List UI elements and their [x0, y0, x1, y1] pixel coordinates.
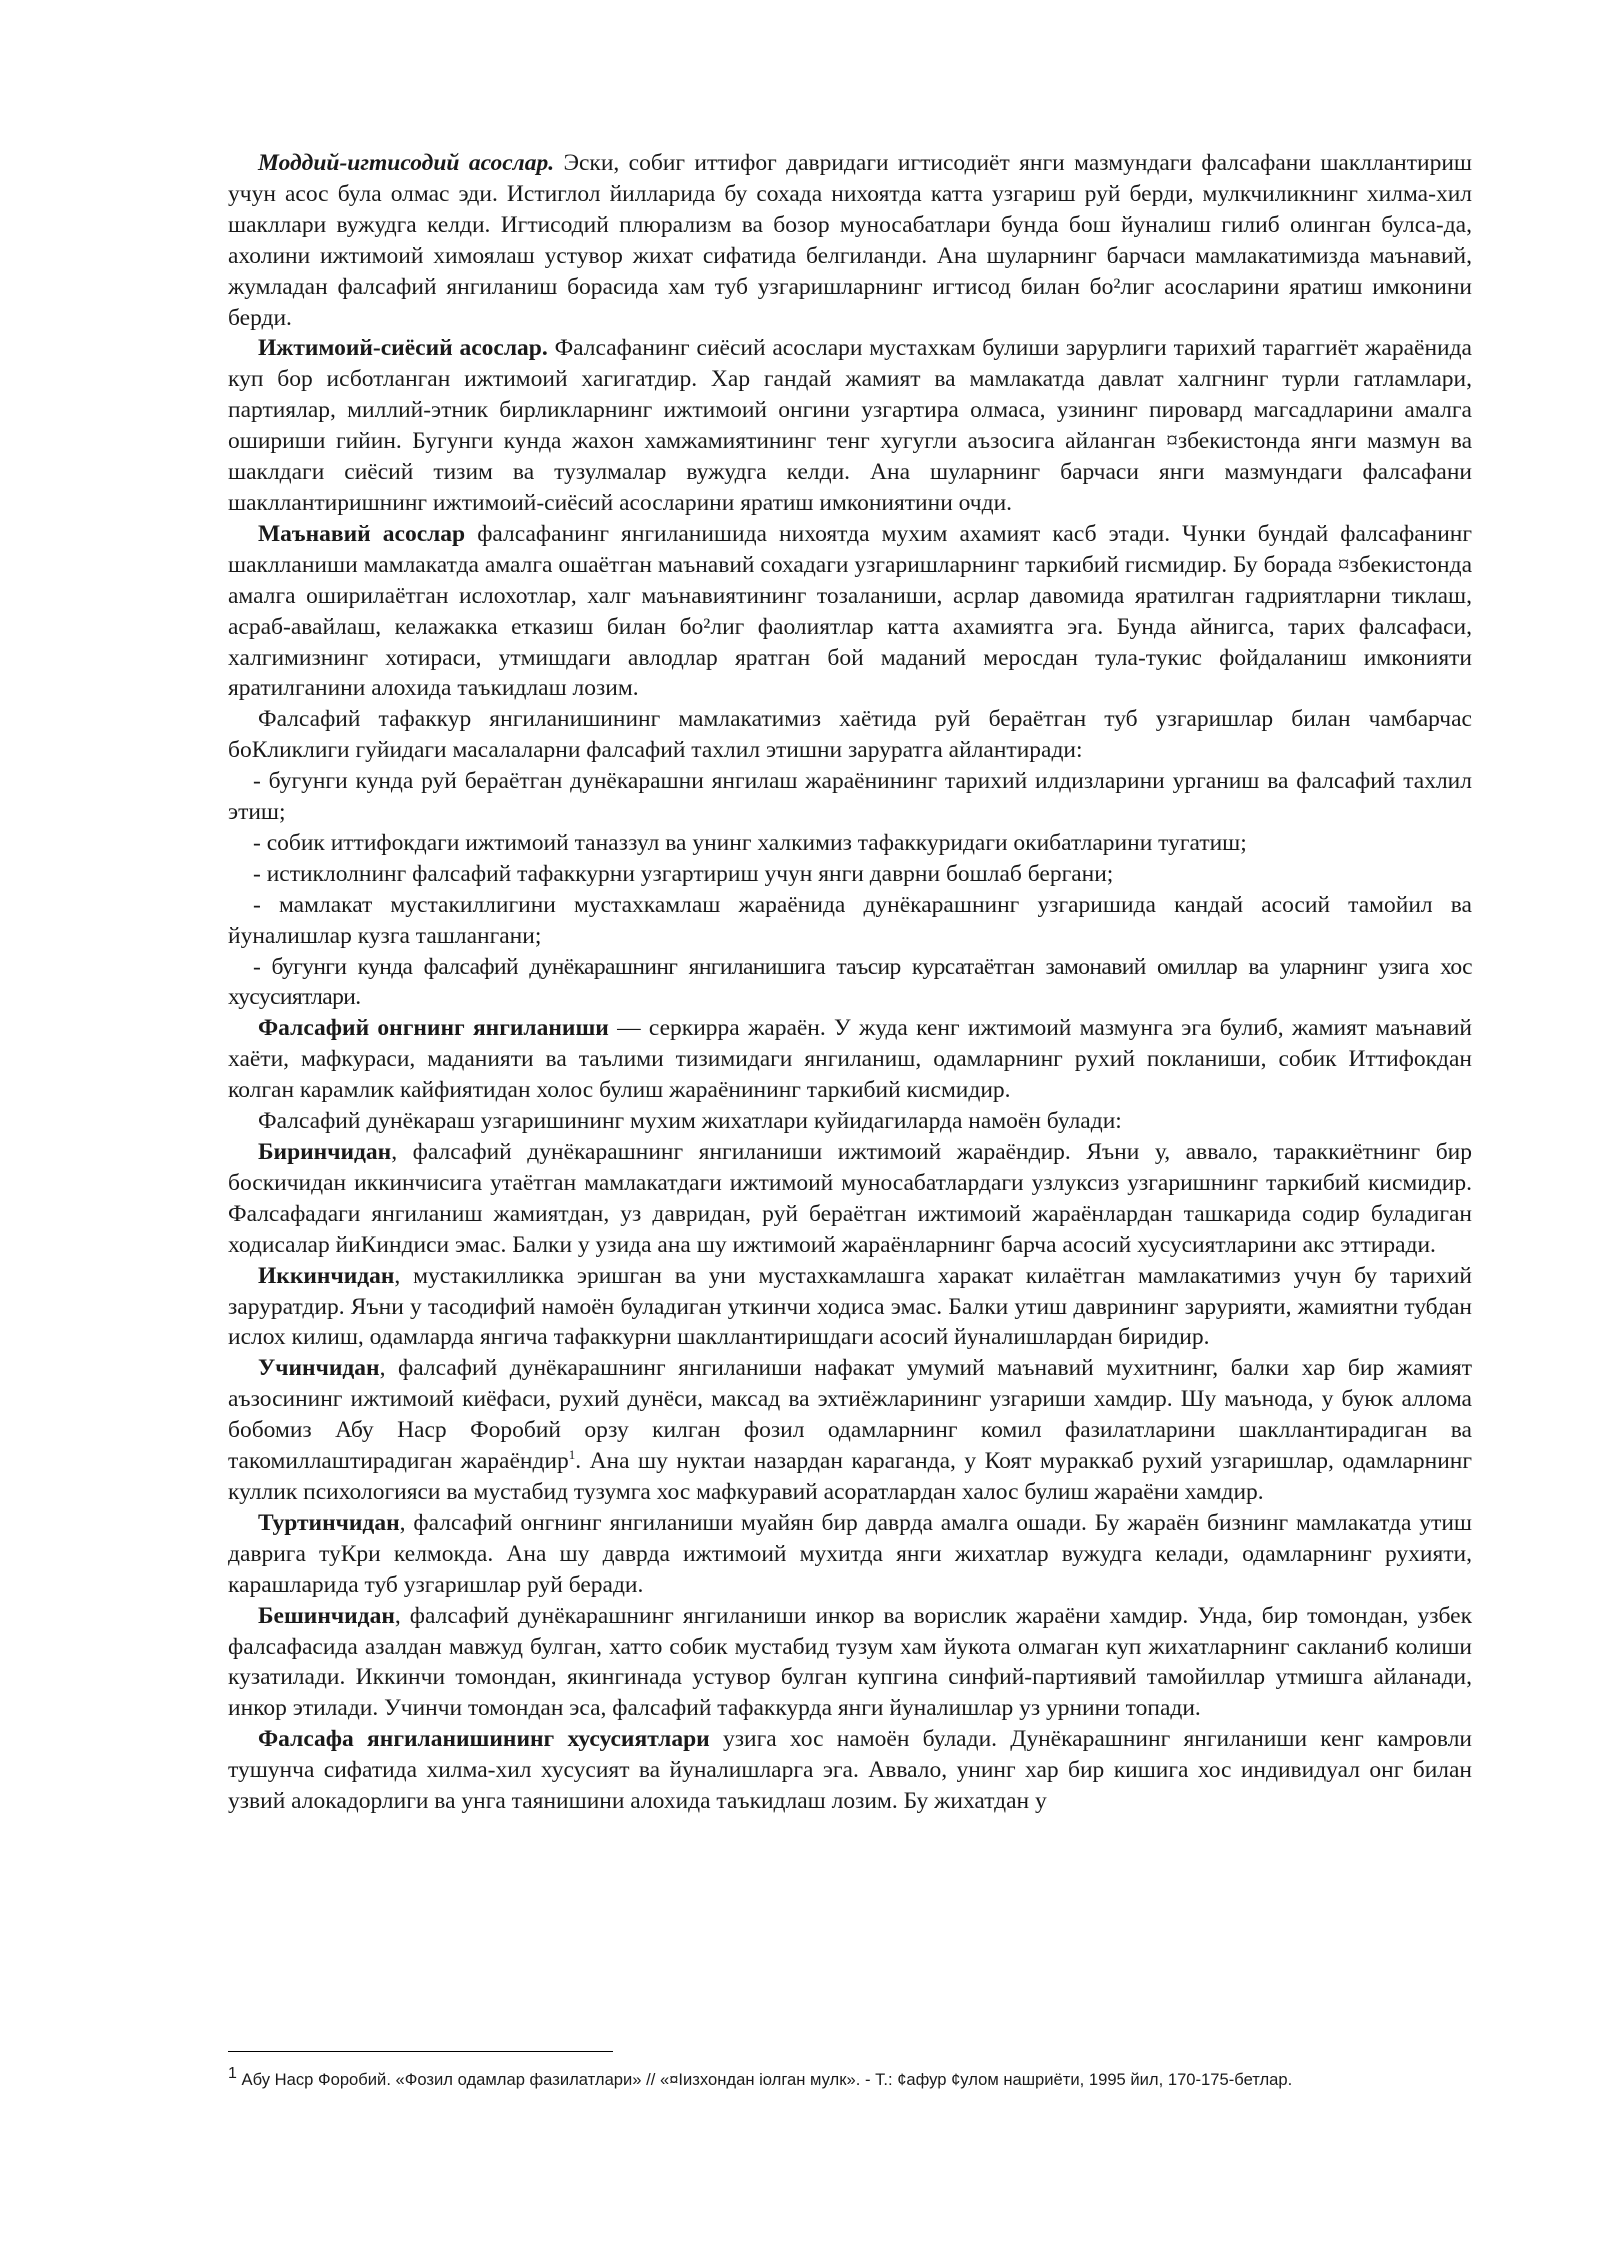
list-item — [228, 828, 1472, 859]
paragraph-text-after: . Ана шу нуктаи назардан караганда, у Коят мураккаб рухий узгаришлар, одамларнинг куллик психологияси ва мустабид тузумга хос мафкуравий асоратлардан халос булиш жараёни хамдир. — [228, 1448, 1472, 1505]
list-item-text: - собик иттифокдаги ижтимоий таназзул ва унинг халкимиз тафаккуридаги окибатларини тугатиш; — [253, 829, 1247, 856]
paragraph-lead: Фалсафий онгнинг янгиланиши — [258, 1015, 609, 1042]
list-item — [228, 859, 1472, 890]
paragraph-lead: Маънавий асослар — [258, 520, 466, 547]
paragraph-third — [228, 1353, 1472, 1508]
document-body — [228, 148, 1472, 1817]
paragraph-lead: Учинчидан — [258, 1355, 380, 1382]
paragraph-text: , фалсафий онгнинг янгиланиши муайян бир даврда амалга ошади. Бу жараён бизнинг мамлакатда утиш даврига туКри келмокда. Ана шу даврда ижтимоий мухитда янги жихатлар вужудга келади, одамларнинг рухияти, карашларида туб узгаришлар руй беради. — [228, 1509, 1472, 1598]
list-item-text: - бугунги кунда руй бераётган дунёкарашни янгилаш жараёнининг тарихий илдизларини урганиш ва фалсафий тахлил этиш; — [228, 768, 1472, 826]
list-item — [228, 890, 1472, 952]
paragraph-text: Фалсафий дунёкараш узгаришининг мухим жихатлари куйидагиларда намоён булади: — [258, 1108, 1122, 1135]
paragraph-first — [228, 1137, 1472, 1261]
paragraph-second — [228, 1261, 1472, 1354]
paragraph-material-economic — [228, 148, 1472, 333]
paragraph-text: Эски, собиг иттифог давридаги игтисодиёт янги мазмундаги фалсафани шакллантириш учун асос була олмас эди. Истиглол йилларида бу сохада нихоятда катта узгариш руй берди, мулкчиликнинг хилма-хил шакллари вужудга келди. Игтисодий плюрализм ва бозор муносабатлари бунда бош йуналиш гилиб олинган булса-да, ахолини ижтимоий химоялаш устувор жихат сифатида белгиланди. Ана шуларнинг барчаси мамлакатимизда маънавий, жумладан фалсафий янгиланиш борасида хам туб узгаришларнинг игтисод билан бо²лиг асосларини яратиш имконини берди. — [228, 150, 1473, 331]
paragraph-lead: Туртинчидан — [258, 1509, 400, 1536]
paragraph-text: — серкирра жараён. У жуда кенг ижтимоий мазмунга эга булиб, жамият маънавий хаёти, мафкураси, маданияти ва таълими тизимидаги янгиланиш, одамларнинг рухий покланиши, собик Иттифокдан колган карамлик кайфиятидан холос булиш жараёнининг таркибий кисмидир. — [228, 1015, 1472, 1104]
footnote-reference[interactable]: 1 — [568, 1447, 576, 1463]
paragraph-text: , фалсафий дунёкарашнинг янгиланиши нафакат умумий маънавий мухитнинг, балки хар бир жамият аъзосининг ижтимоий киёфаси, рухий дунёси, максад ва эхтиёжларининг узгариши хамдир. Шу маънода, у буюк аллома бобомиз Абу Наср Форобий орзу килган фозил одамларнинг комил фазилатларини шакллантирадиган ва такомиллаштирадиган жараёндир — [228, 1355, 1472, 1475]
paragraph-spiritual — [228, 519, 1472, 704]
paragraph-text: Фалсафий тафаккур янгиланишининг мамлакатимиз хаётида руй бераётган туб узгаришлар билан чамбарчас боКликлиги гуйидаги масалаларни фалсафий тахлил этишни заруратга айлантиради: — [228, 706, 1472, 764]
paragraph-aspects-intro — [228, 1106, 1472, 1137]
paragraph-text: фалсафанинг янгиланишида нихоятда мухим ахамият касб этади. Чунки бундай фалсафанинг шаклланиши мамлакатда амалга ошаётган маънавий сохадаги узгаришларнинг таркибий гисмидир. Бу борада ¤збекистонда амалга оширилаётган ислохотлар, халг маънавиятининг тозаланиши, асрлар давомида яратилган гадриятларни тиклаш, асраб-авайлаш, келажакка етказиш билан бо²лиг фаолиятлар катта ахамиятга эга. Бунда айнигса, тарих фалсафаси, халгимизнинг хотираси, утмишдаги авлодлар яратган бой маданий меросдан тула-тукис фойдаланиш имконияти яратилганини алохида таъкидлаш лозим. — [228, 520, 1472, 702]
paragraph-text: , мустакилликка эришган ва уни мустахкамлашга харакат килаётган мамлакатимиз учун бу тарихий заруратдир. Яъни у тасодифий намоён буладиган уткинчи ходиса эмас. Балки утиш даврининг зарурияти, жамиятни тубдан ислох килиш, одамларда янгича тафаккурни шакллантиришдаги асосий йуналишлардан биридир. — [228, 1262, 1472, 1351]
paragraph-consciousness-renewal — [228, 1013, 1472, 1106]
footnote — [228, 2065, 1528, 2092]
list-item-text: - истиклолнинг фалсафий тафаккурни узгартириш учун янги даврни бошлаб бергани; — [253, 860, 1114, 887]
paragraph-text: , фалсафий дунёкарашнинг янгиланиши ижтимоий жараёндир. Яъни у, аввало, тараккиётнинг бир боскичидан иккинчисига утаётган мамлакатдаги ижтимоий муносабатлардаги узлуксиз узгаришнинг таркибий кисмидир. Фалсафадаги янгиланиш жамиятдан, уз давридан, руй бераётган ижтимоий жараёнлардан ташкарида содир буладиган ходисалар йиКиндиси эмас. Балки у узида ана шу ижтимоий жараёнларнинг барча асосий хусусиятларини акс эттиради. — [228, 1139, 1472, 1258]
list-item-text: - мамлакат мустакиллигини мустахкамлаш жараёнида дунёкарашнинг узгаришида кандай асосий тамойил ва йуналишлар кузга ташлангани; — [228, 891, 1472, 949]
paragraph-features — [228, 1724, 1472, 1817]
footnote-mark: 1 — [228, 2065, 237, 2082]
paragraph-lead: Моддий-игтисодий асослар. — [258, 150, 555, 176]
paragraph-lead: Бешинчидан — [258, 1602, 395, 1629]
list-item — [228, 766, 1472, 828]
footnote-text: Абу Наср Форобий. «Фозил одамлар фазилатлари» // «¤Іизхондан іолган мулк». - Т.: ¢афур ¢улом нашриёти, 1995 йил, 170-175-бетлар. — [236, 2070, 1293, 2089]
paragraph-lead: Биринчидан — [258, 1139, 392, 1165]
paragraph-intro-list — [228, 704, 1472, 766]
paragraph-lead: Ижтимоий-сиёсий асослар. — [258, 335, 548, 362]
footnote-separator — [228, 2051, 613, 2052]
paragraph-lead: Фалсафа янгиланишининг хусусиятлари — [258, 1726, 710, 1753]
paragraph-lead: Иккинчидан — [258, 1262, 395, 1289]
paragraph-fifth — [228, 1601, 1472, 1725]
paragraph-fourth — [228, 1508, 1472, 1601]
paragraph-social-political — [228, 333, 1472, 518]
paragraph-text: , фалсафий дунёкарашнинг янгиланиши инкор ва ворислик жараёни хамдир. Унда, бир томондан, узбек фалсафасида азалдан мавжуд булган, хатто собик мустабид тузум хам йукота олмаган куп жихатларнинг сакланиб колиши кузатилади. Иккинчи томондан, якингинада устувор булган купгина синфий-партиявий тамойиллар утмишга айланади, инкор этилади. Учинчи томондан эса, фалсафий тафаккурда янги йуналишлар уз урнини топади. — [228, 1602, 1472, 1722]
list-item-text: - бугунги кунда фалсафий дунёкарашнинг янгиланишига таъсир курсатаётган замонавий омиллар ва уларнинг узига хос хусусиятлари. — [228, 953, 1472, 1011]
paragraph-text: узига хос намоён булади. Дунёкарашнинг янгиланиши кенг камровли тушунча сифатида хилма-хил хусусият ва йуналишларга эга. Аввало, унинг хар бир кишига хос индивидуал онг билан узвий алокадорлиги ва унга таянишини алохида таъкидлаш лозим. Бу жихатдан у — [228, 1726, 1473, 1815]
list-item — [228, 952, 1472, 1014]
paragraph-text: Фалсафанинг сиёсий асослари мустахкам булиши зарурлиги тарихий тараггиёт жараёнида куп бор исботланган ижтимоий хагигатдир. Хар гандай жамият ва мамлакатда давлат халгнинг турли гатламлари, партиялар, миллий-этник бирликларнинг ижтимоий онгини узгартира олмаса, узининг пировард магсадларини амалга ошириши гийин. Бугунги кунда жахон хамжамиятининг тенг хугугли аъзосига айланган ¤збекистонда янги мазмун ва шаклдаги сиёсий тизим ва тузулмалар вужудга келди. Ана шуларнинг барчаси янги мазмундаги фалсафани шакллантиришнинг ижтимоий-сиёсий асосларини яратиш имкониятини очди. — [228, 335, 1472, 516]
